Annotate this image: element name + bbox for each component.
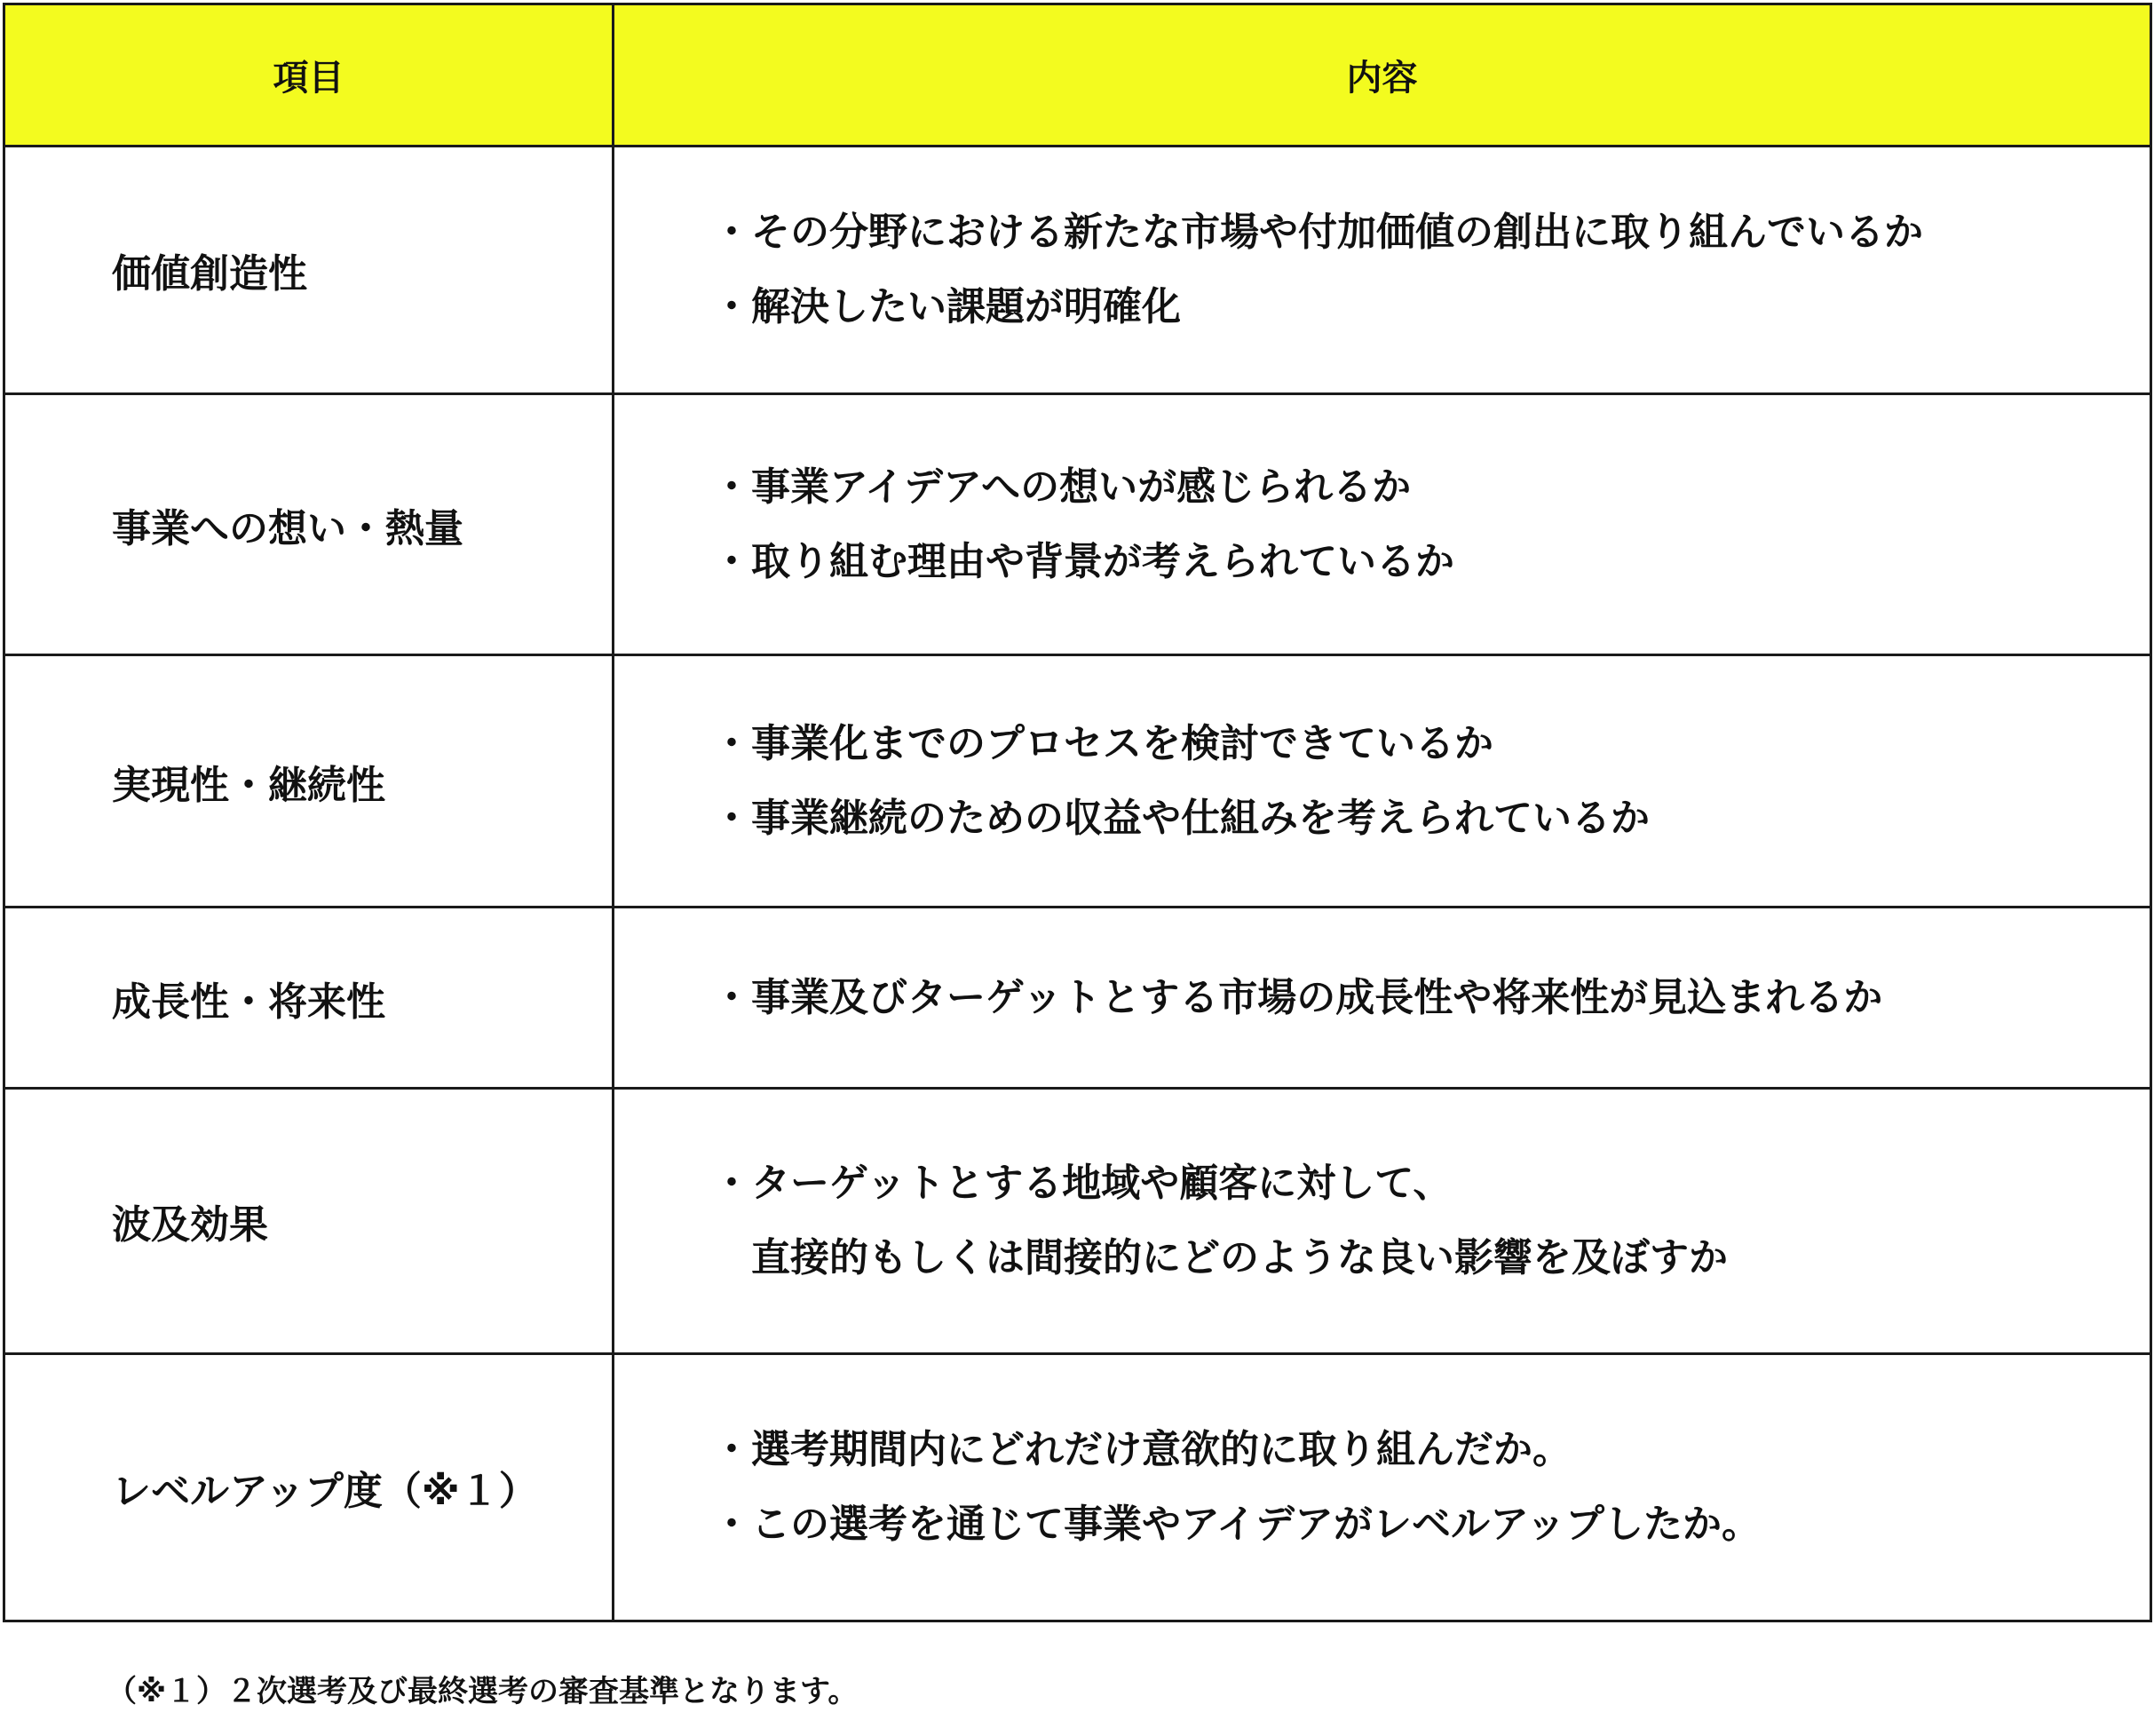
table-row bbox=[4, 147, 2151, 394]
header-item: 項目 bbox=[4, 4, 614, 147]
evaluation-criteria-table bbox=[3, 3, 2152, 1622]
item-cell: 実現性・継続性 bbox=[4, 655, 614, 908]
content-line: ・事業アイデアへの想いが感じられるか bbox=[712, 464, 1412, 510]
content-cell bbox=[614, 1354, 2151, 1621]
content-line: ・事業継続のための収益や仕組みを考えられているか bbox=[712, 795, 1650, 841]
content-line: ・解決したい課題が明確化 bbox=[712, 284, 1181, 329]
footnote: （※１）２次選考及び最終選考の審査基準となります。 bbox=[107, 1674, 859, 1709]
item-cell: 価値創造性 bbox=[4, 147, 614, 394]
content-cell bbox=[614, 908, 2151, 1089]
table-row bbox=[4, 1089, 2151, 1354]
content-cell bbox=[614, 147, 2151, 394]
content-line: ・事業化までのプロセスを検討できているか bbox=[712, 720, 1493, 766]
content-line: ・その分野における新たな市場や付加価値の創出に取り組んでいるか bbox=[712, 210, 1923, 255]
content-line: ・取り組む理由や背景が考えられているか bbox=[712, 538, 1454, 584]
content-line: ・事業及びターゲットとする市場の成長性や将来性が見込まれるか bbox=[712, 974, 1883, 1020]
header-content: 内容 bbox=[614, 4, 2151, 147]
table-row bbox=[4, 908, 2151, 1089]
item-cell: 成長性・将来性 bbox=[4, 908, 614, 1089]
item-cell: 事業への想い・熱量 bbox=[4, 394, 614, 655]
content-cell bbox=[614, 655, 2151, 908]
content-line: ・ターゲットとする地域や顧客に対して、 bbox=[712, 1161, 1453, 1206]
content-cell bbox=[614, 1089, 2151, 1354]
item-cell: レベルアップ度（※１） bbox=[4, 1354, 614, 1621]
table-header-row bbox=[4, 4, 2151, 147]
content-line: ・選考期間内にどれだけ意欲的に取り組んだか。 bbox=[712, 1427, 1572, 1472]
content-line: ・この選考を通じて事業やアイデアがレベルアップしたか。 bbox=[712, 1502, 1761, 1547]
table-row bbox=[4, 1354, 2151, 1621]
item-cell: 波及効果 bbox=[4, 1089, 614, 1354]
content-cell bbox=[614, 394, 2151, 655]
content-line: 直接的もしくは間接的にどのような良い影響を及ぼすか bbox=[751, 1235, 1728, 1280]
table-row bbox=[4, 394, 2151, 655]
table-row bbox=[4, 655, 2151, 908]
